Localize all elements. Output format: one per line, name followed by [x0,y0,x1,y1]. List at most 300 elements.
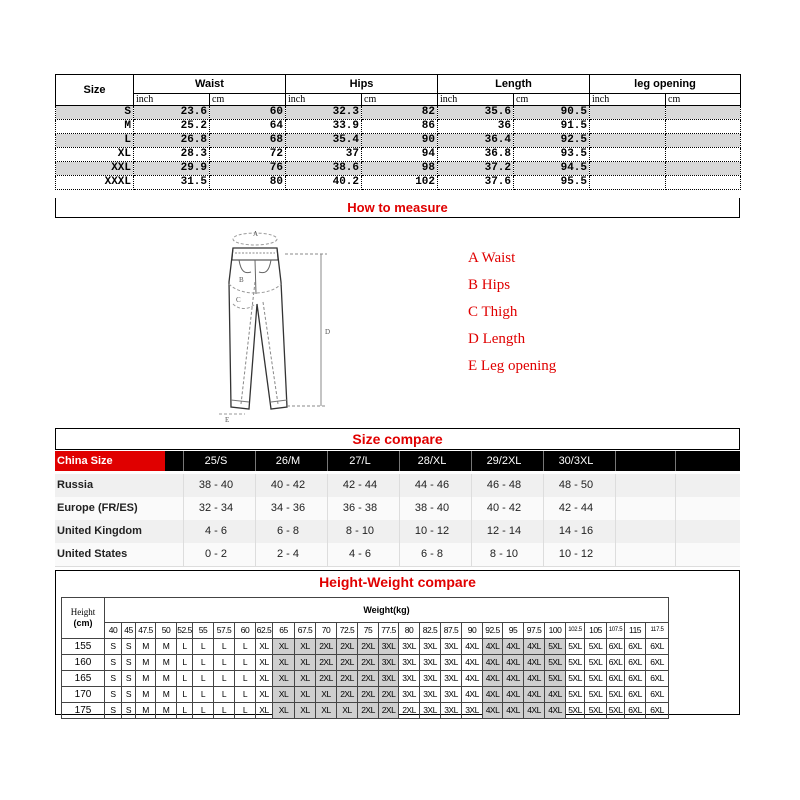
size-table [55,74,741,190]
size-recommendation-cell: 4XL [503,671,524,687]
size-recommendation-cell: 6XL [625,671,646,687]
size-recommendation-cell: L [214,687,235,703]
size-recommendation-cell: M [156,639,177,655]
compare-cell [675,474,736,497]
height-weight-table [61,597,669,719]
height-header [62,598,105,639]
height-row [62,639,669,655]
measure-cell: 102 [362,176,438,190]
size-recommendation-cell: L [193,687,214,703]
unit-label: inch [134,94,210,106]
size-recommendation-cell: 3XL [399,655,420,671]
size-recommendation-cell: 2XL [337,639,358,655]
weight-value: 67.5 [295,623,316,639]
size-recommendation-cell: L [214,639,235,655]
size-recommendation-cell: 4XL [503,639,524,655]
compare-cell: 6 - 8 [255,520,320,543]
legend-waist: A Waist [468,250,516,266]
weight-value: 87.5 [441,623,462,639]
china-size-cell: 30/3XL [543,451,608,471]
diagram-letter-c: C [236,296,241,304]
size-recommendation-cell: 6XL [646,655,669,671]
china-size-header-row [55,451,740,471]
weight-value: 65 [273,623,295,639]
size-recommendation-cell: L [177,671,193,687]
size-recommendation-cell: 3XL [379,639,399,655]
size-recommendation-cell: 4XL [462,639,483,655]
size-recommendation-cell: L [177,687,193,703]
size-recommendation-cell: S [105,655,122,671]
height-row [62,703,669,719]
height-label: Height [70,607,96,617]
weight-value: 77.5 [379,623,399,639]
size-recommendation-cell: L [177,655,193,671]
measure-cell: 92.5 [514,134,590,148]
size-recommendation-cell: L [235,671,256,687]
size-recommendation-cell: XL [256,639,273,655]
china-size-cell: 29/2XL [471,451,536,471]
measure-cell: 37.6 [438,176,514,190]
size-recommendation-cell: XL [256,687,273,703]
size-recommendation-cell: 2XL [358,671,379,687]
compare-cell: 36 - 38 [327,497,392,520]
size-recommendation-cell: 6XL [607,671,625,687]
country-label: United Kingdom [57,525,142,537]
weight-value: 72.5 [337,623,358,639]
size-recommendation-cell: 4XL [524,703,545,719]
leg-opening-header: leg opening [590,75,741,94]
weight-value: 62.5 [256,623,273,639]
compare-cell: 46 - 48 [471,474,536,497]
unit-label: cm [514,94,590,106]
measure-cell: 40.2 [286,176,362,190]
height-row [62,687,669,703]
height-row [62,671,669,687]
size-recommendation-cell: 3XL [379,655,399,671]
size-recommendation-cell: XL [273,655,295,671]
size-cell: XXXL [56,176,134,190]
size-recommendation-cell: M [136,671,156,687]
size-cell: XL [56,148,134,162]
size-recommendation-cell: L [214,655,235,671]
size-recommendation-cell: 3XL [420,703,441,719]
size-recommendation-cell: XL [295,639,316,655]
size-recommendation-cell: 2XL [358,655,379,671]
compare-cell [615,497,670,520]
size-recommendation-cell: 5XL [566,687,585,703]
measure-cell [590,176,666,190]
compare-row [55,543,740,567]
compare-cell: 10 - 12 [543,543,608,566]
size-recommendation-cell: 4XL [462,655,483,671]
size-recommendation-cell: 2XL [358,703,379,719]
weight-value: 95 [503,623,524,639]
size-recommendation-cell: 3XL [462,703,483,719]
size-recommendation-cell: 3XL [441,671,462,687]
size-recommendation-cell: 6XL [607,639,625,655]
size-recommendation-cell: XL [295,671,316,687]
compare-cell: 38 - 40 [183,474,248,497]
height-weight-title: Height-Weight compare [319,574,476,590]
size-recommendation-cell: 5XL [585,671,607,687]
size-recommendation-cell: XL [337,703,358,719]
size-recommendation-cell: S [122,655,136,671]
size-recommendation-cell: M [156,671,177,687]
measure-cell [666,120,741,134]
size-recommendation-cell: L [193,671,214,687]
compare-cell: 40 - 42 [471,497,536,520]
measure-cell: 36.4 [438,134,514,148]
compare-row [55,474,740,498]
size-recommendation-cell: S [122,703,136,719]
size-recommendation-cell: S [122,687,136,703]
size-recommendation-cell: M [156,703,177,719]
compare-cell [615,520,670,543]
unit-label: inch [438,94,514,106]
measure-cell: 91.5 [514,120,590,134]
compare-cell: 40 - 42 [255,474,320,497]
measure-cell: 29.9 [134,162,210,176]
size-recommendation-cell: S [105,703,122,719]
compare-row [55,520,740,544]
china-size-label: China Size [55,451,165,471]
size-recommendation-cell: L [235,655,256,671]
weight-value: 102.5 [566,623,585,639]
weight-value: 40 [105,623,122,639]
compare-cell: 12 - 14 [471,520,536,543]
size-recommendation-cell: 2XL [337,687,358,703]
size-recommendation-cell: 3XL [399,687,420,703]
size-recommendation-cell: S [105,639,122,655]
size-recommendation-cell: S [122,671,136,687]
measure-cell: 94.5 [514,162,590,176]
size-recommendation-cell: 3XL [420,655,441,671]
size-header: Size [56,75,134,106]
size-recommendation-cell: 2XL [337,655,358,671]
size-recommendation-cell: S [122,639,136,655]
size-recommendation-cell: XL [273,687,295,703]
size-recommendation-cell: L [235,639,256,655]
weight-value: 70 [316,623,337,639]
weight-value: 57.5 [214,623,235,639]
size-recommendation-cell: 2XL [379,687,399,703]
compare-cell: 2 - 4 [255,543,320,566]
size-recommendation-cell: XL [256,655,273,671]
size-recommendation-cell: L [193,639,214,655]
size-recommendation-cell: S [105,671,122,687]
height-value: 170 [62,687,105,703]
weight-value: 80 [399,623,420,639]
size-recommendation-cell: 3XL [441,655,462,671]
size-recommendation-cell: 4XL [483,655,503,671]
height-value: 175 [62,703,105,719]
measure-cell [590,162,666,176]
compare-cell: 32 - 34 [183,497,248,520]
size-recommendation-cell: 4XL [524,671,545,687]
size-recommendation-cell: 6XL [646,671,669,687]
compare-cell: 10 - 12 [399,520,464,543]
size-recommendation-cell: 3XL [441,703,462,719]
size-compare-title: Size compare [55,428,740,450]
measure-legend [468,248,556,383]
size-recommendation-cell: 6XL [607,655,625,671]
size-recommendation-cell: 5XL [545,639,566,655]
legend-length: D Length [468,331,526,347]
height-value: 155 [62,639,105,655]
size-recommendation-cell: 5XL [566,655,585,671]
weight-value: 115 [625,623,646,639]
size-recommendation-cell: 5XL [607,703,625,719]
compare-cell [615,474,670,497]
size-recommendation-cell: 4XL [462,671,483,687]
pants-diagram [205,222,360,427]
weight-value: 60 [235,623,256,639]
size-row [56,120,741,134]
size-recommendation-cell: 3XL [420,687,441,703]
size-recommendation-cell: 5XL [585,687,607,703]
size-row [56,162,741,176]
size-recommendation-cell: L [193,655,214,671]
size-recommendation-cell: 3XL [420,639,441,655]
size-recommendation-cell: M [156,655,177,671]
measure-cell [666,106,741,120]
size-recommendation-cell: M [136,687,156,703]
size-recommendation-cell: XL [256,703,273,719]
size-recommendation-cell: 6XL [625,639,646,655]
weight-value: 117.5 [646,623,669,639]
compare-cell [675,497,736,520]
weight-header: Weight(kg) [105,598,669,623]
size-recommendation-cell: 3XL [379,671,399,687]
compare-cell: 42 - 44 [543,497,608,520]
size-recommendation-cell: 4XL [483,671,503,687]
china-size-cell: 25/S [183,451,248,471]
size-recommendation-cell: 4XL [503,703,524,719]
size-recommendation-cell: 4XL [503,655,524,671]
legend-leg-opening: E Leg opening [468,358,557,374]
unit-label: cm [666,94,741,106]
size-recommendation-cell: 5XL [566,671,585,687]
legend-hips: B Hips [468,277,511,293]
height-value: 160 [62,655,105,671]
waist-header: Waist [134,75,286,94]
size-row [56,148,741,162]
weight-value: 97.5 [524,623,545,639]
compare-cell [675,543,736,566]
size-recommendation-cell: 5XL [566,703,585,719]
china-size-cell [675,451,736,471]
diagram-letter-a: A [253,230,259,238]
size-recommendation-cell: 2XL [316,655,337,671]
size-row [56,134,741,148]
unit-label: inch [590,94,666,106]
length-header: Length [438,75,590,94]
compare-cell: 8 - 10 [327,520,392,543]
measure-cell: 25.2 [134,120,210,134]
compare-cell: 8 - 10 [471,543,536,566]
size-recommendation-cell: 5XL [566,639,585,655]
compare-cell: 44 - 46 [399,474,464,497]
size-cell: XXL [56,162,134,176]
measure-cell: 93.5 [514,148,590,162]
measure-cell: 37.2 [438,162,514,176]
size-recommendation-cell: 4XL [524,655,545,671]
country-label: Europe (FR/ES) [57,502,138,514]
measure-cell: 90 [362,134,438,148]
measure-cell: 23.6 [134,106,210,120]
hips-header: Hips [286,75,438,94]
diagram-letter-b: B [239,276,244,284]
measure-cell: 98 [362,162,438,176]
compare-cell [615,543,670,566]
size-recommendation-cell: 2XL [337,671,358,687]
country-label: United States [57,548,128,560]
size-recommendation-cell: M [156,687,177,703]
compare-cell: 38 - 40 [399,497,464,520]
measure-cell: 80 [210,176,286,190]
measure-cell: 38.6 [286,162,362,176]
measure-cell [666,134,741,148]
size-recommendation-cell: L [193,703,214,719]
measure-cell: 33.9 [286,120,362,134]
size-recommendation-cell: 3XL [441,639,462,655]
size-recommendation-cell: 6XL [646,703,669,719]
size-recommendation-cell: L [177,703,193,719]
measure-cell [666,176,741,190]
size-recommendation-cell: 6XL [646,639,669,655]
measure-cell: 95.5 [514,176,590,190]
compare-cell [675,520,736,543]
size-recommendation-cell: M [136,703,156,719]
size-recommendation-cell: 2XL [316,639,337,655]
compare-cell: 48 - 50 [543,474,608,497]
measure-cell: 26.8 [134,134,210,148]
weight-value: 105 [585,623,607,639]
size-recommendation-cell: 5XL [585,703,607,719]
size-recommendation-cell: 5XL [545,655,566,671]
size-recommendation-cell: 6XL [646,687,669,703]
size-recommendation-cell: 2XL [358,687,379,703]
measure-cell: 36 [438,120,514,134]
measure-cell: 76 [210,162,286,176]
compare-cell: 14 - 16 [543,520,608,543]
size-recommendation-cell: L [235,687,256,703]
measure-cell: 31.5 [134,176,210,190]
size-recommendation-cell: L [235,703,256,719]
size-recommendation-cell: 2XL [358,639,379,655]
weight-value: 90 [462,623,483,639]
size-recommendation-cell: XL [273,639,295,655]
size-recommendation-cell: 4XL [524,639,545,655]
size-recommendation-cell: 4XL [483,639,503,655]
weight-value: 82.5 [420,623,441,639]
measure-cell [590,120,666,134]
weight-value: 107.5 [607,623,625,639]
weight-value: 45 [122,623,136,639]
measure-cell: 68 [210,134,286,148]
measure-cell: 32.3 [286,106,362,120]
unit-label: cm [210,94,286,106]
size-recommendation-cell: 4XL [545,703,566,719]
size-recommendation-cell: 3XL [441,687,462,703]
size-recommendation-cell: 3XL [399,671,420,687]
size-recommendation-cell: 5XL [585,655,607,671]
weight-value: 55 [193,623,214,639]
china-size-cell: 27/L [327,451,392,471]
unit-label: cm [362,94,438,106]
size-recommendation-cell: 6XL [625,655,646,671]
size-compare [55,428,740,568]
compare-cell: 0 - 2 [183,543,248,566]
size-recommendation-cell: 4XL [524,687,545,703]
size-recommendation-cell: 5XL [585,639,607,655]
unit-label: inch [286,94,362,106]
size-recommendation-cell: XL [295,687,316,703]
size-recommendation-cell: XL [273,703,295,719]
measure-cell [590,148,666,162]
measure-cell: 72 [210,148,286,162]
measure-cell: 86 [362,120,438,134]
height-value: 165 [62,671,105,687]
diagram-letter-d: D [325,328,331,336]
size-recommendation-cell: 2XL [379,703,399,719]
size-recommendation-cell: 5XL [607,687,625,703]
how-to-measure-title: How to measure [55,198,740,218]
measure-cell: 28.3 [134,148,210,162]
compare-cell: 4 - 6 [183,520,248,543]
compare-row [55,497,740,521]
measure-cell [666,162,741,176]
size-recommendation-cell: M [136,639,156,655]
weight-value: 92.5 [483,623,503,639]
weight-value: 50 [156,623,177,639]
size-recommendation-cell: M [136,655,156,671]
china-size-cell [615,451,670,471]
weight-value: 100 [545,623,566,639]
diagram-letter-e: E [225,416,230,424]
measure-cell: 36.8 [438,148,514,162]
size-recommendation-cell: 4XL [483,703,503,719]
measure-cell [666,148,741,162]
compare-cell: 4 - 6 [327,543,392,566]
size-recommendation-cell: 2XL [316,671,337,687]
measure-cell [590,134,666,148]
height-unit-label: (cm) [73,618,93,628]
size-recommendation-cell: S [105,687,122,703]
size-recommendation-cell: 4XL [483,687,503,703]
size-recommendation-cell: 4XL [503,687,524,703]
size-recommendation-cell: L [177,639,193,655]
size-recommendation-cell: L [214,671,235,687]
size-row [56,176,741,190]
size-recommendation-cell: XL [256,671,273,687]
legend-thigh: C Thigh [468,304,518,320]
size-recommendation-cell: 5XL [545,671,566,687]
measure-cell: 64 [210,120,286,134]
size-row [56,106,741,120]
china-size-cell: 28/XL [399,451,464,471]
height-row [62,655,669,671]
measure-cell: 90.5 [514,106,590,120]
size-recommendation-cell: 6XL [625,703,646,719]
size-cell: L [56,134,134,148]
measure-cell: 60 [210,106,286,120]
size-recommendation-cell: 4XL [462,687,483,703]
measure-cell: 37 [286,148,362,162]
compare-cell: 34 - 36 [255,497,320,520]
compare-cell: 6 - 8 [399,543,464,566]
measure-cell: 35.4 [286,134,362,148]
